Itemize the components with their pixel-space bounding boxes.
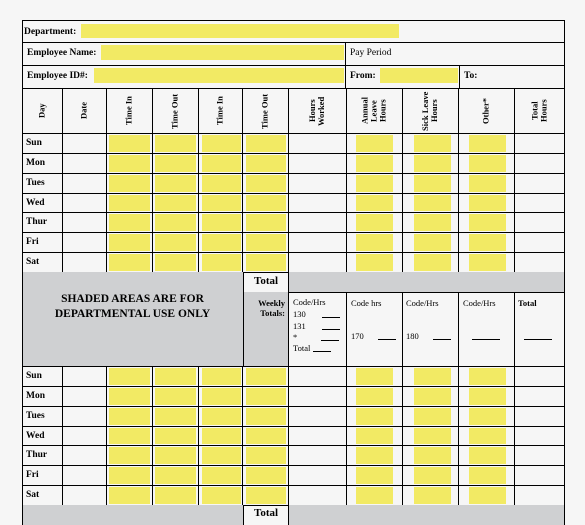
col-date: Date [78,102,89,120]
code-hrs-4: Code/Hrs [463,298,496,308]
divider [288,366,289,505]
day-label: Wed [26,197,45,208]
col-sick-leave: Sick Leave Hours [420,91,439,131]
from-label: From: [350,71,376,81]
pay-period-label: Pay Period [350,48,392,58]
day-label: Sun [26,370,42,381]
col-annual-leave: Annual Leave Hours [359,97,388,125]
divider [288,272,289,366]
day-label: Wed [26,430,45,441]
divider [346,366,347,505]
day-label: Fri [26,237,39,248]
bottom-total-label: Total [254,507,279,519]
code-hrs-2: Code hrs [351,298,382,308]
day-label: Tues [26,177,45,188]
col-time-in-2: Time In [214,96,225,126]
day-label: Thur [26,217,48,228]
weekly-totals-label: Weekly Totals: [258,298,285,318]
code-hrs-3: Code/Hrs [406,298,439,308]
day-label: Sat [26,257,40,268]
code-hrs-1: Code/Hrs [293,297,326,307]
divider [152,88,153,272]
divider [458,366,459,505]
divider [459,65,460,88]
divider [346,88,347,272]
divider [514,292,515,366]
divider [458,88,459,272]
col-day: Day [36,103,47,119]
employee-name-label: Employee Name: [27,48,97,58]
total-col-label: Total [518,298,537,308]
code-total: Total [293,343,311,353]
col-time-in-1: Time In [123,96,134,126]
divider [288,505,289,525]
col-hours-worked: Hours Worked [307,96,326,126]
total-label: Total [254,275,279,287]
department-label: Department: [24,27,77,37]
code-170: 170 [351,331,364,341]
divider [198,88,199,272]
divider [243,505,244,525]
col-other: Other* [480,98,491,124]
day-label: Sun [26,137,42,148]
employee-id-label: Employee ID#: [27,71,88,81]
day-label: Thur [26,450,48,461]
shaded-notice: SHADED AREAS ARE FOR DEPARTMENTAL USE ONLY [54,293,211,320]
col-time-out-2: Time Out [259,93,270,129]
divider [514,366,515,505]
divider [402,366,403,505]
divider [62,88,63,272]
divider [242,366,243,505]
day-label: Fri [26,470,39,481]
divider [514,88,515,272]
form-border [22,20,565,525]
divider [198,366,199,505]
col-total-hours: Total Hours [529,99,549,123]
code-130: 130 [293,309,306,319]
divider [243,272,244,366]
day-label: Mon [26,157,45,168]
code-131: 131 [293,321,306,331]
divider [345,42,346,88]
to-label: To: [464,71,478,81]
code-star: * [293,332,298,342]
code-180: 180 [406,331,419,341]
day-label: Sat [26,490,40,501]
divider [152,366,153,505]
divider [346,292,347,366]
divider [402,88,403,272]
divider [106,366,107,505]
divider [62,366,63,505]
divider [106,88,107,272]
divider [402,292,403,366]
day-label: Tues [26,410,45,421]
divider [242,88,243,272]
divider [288,88,289,272]
day-label: Mon [26,390,45,401]
divider [458,292,459,366]
col-time-out-1: Time Out [169,93,180,129]
